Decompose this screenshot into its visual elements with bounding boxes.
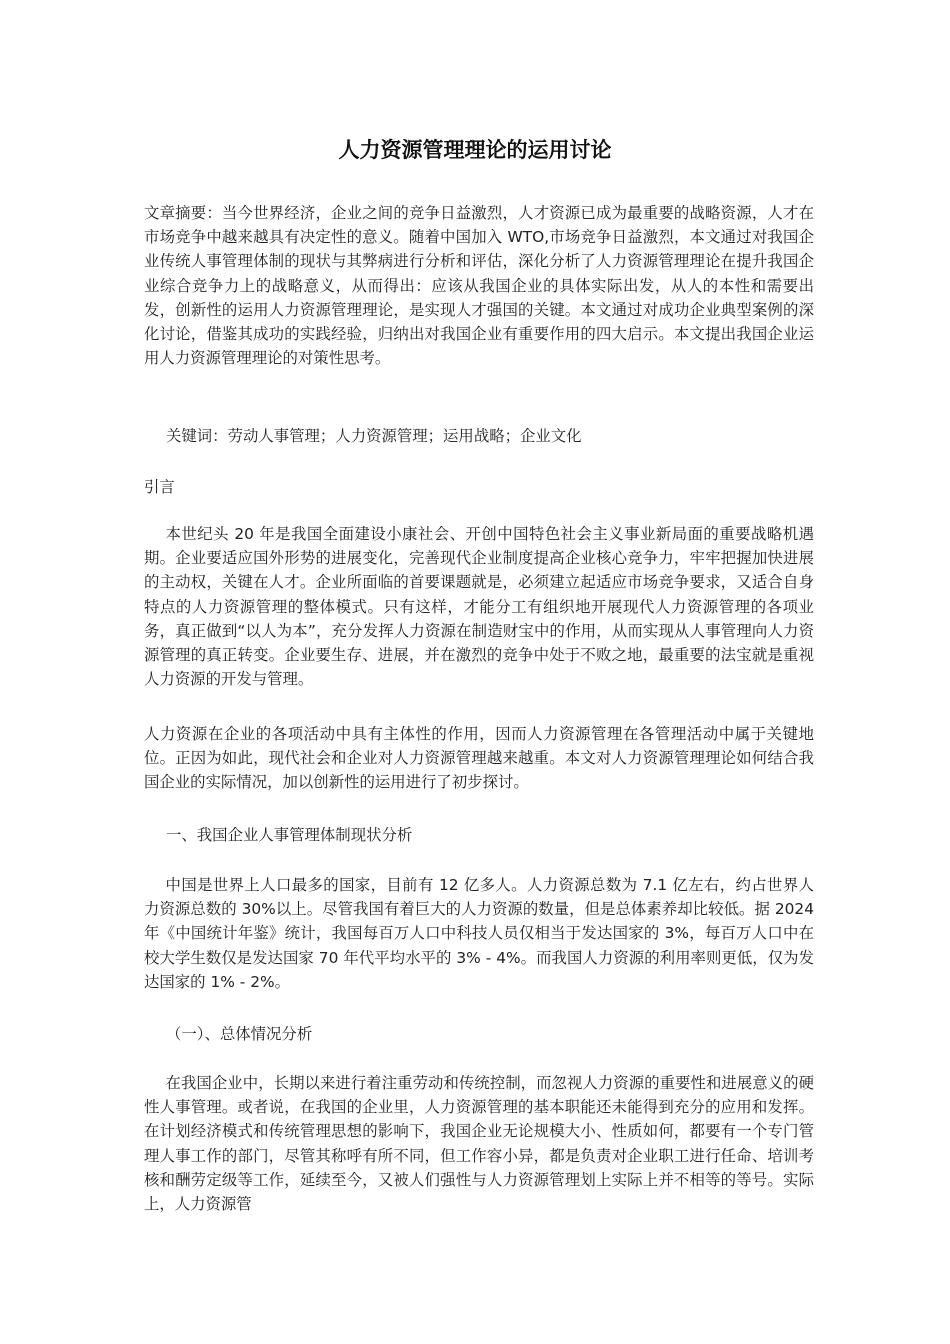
section-1-heading: 一、我国企业人事管理体制现状分析 [166, 826, 413, 844]
document-title: 人力资源管理理论的运用讨论 [338, 138, 612, 162]
abstract-paragraph: 文章摘要：当今世界经济，企业之间的竞争日益激烈，人才资源已成为最重要的战略资源，人才在市场竞争中越来越具有决定性的意义。随着中国加入 WTO,市场竞争日益激烈，本文通过对我国企业传统人事管理体制的现状与其弊病进行分析和评估，深化分析了人力资源管理理论在提升我国企业综合竞争力上的战略意义，从而得出：应该从我国企业的具体实际出发，从人的本性和需要出发，创新性的运用人力资源管理理论，是实现人才强国的关键。本文通过对成功企业典型案例的深化讨论，借鉴其成功的实践经验，归纳出对我国企业有重要作用的四大启示。本文提出我国企业运用人力资源管理理论的对策性思考。 [144, 204, 814, 368]
intro-paragraph-2: 人力资源在企业的各项活动中具有主体性的作用，因而人力资源管理在各管理活动中属于关键地位。正因为如此，现代社会和企业对人力资源管理越来越重。本文对人力资源管理理论如何结合我国企业的实际情况，加以创新性的运用进行了初步探讨。 [144, 725, 814, 792]
subsection-1-heading: （一）、总体情况分析 [166, 1025, 313, 1043]
keywords-line: 关键词：劳动人事管理；人力资源管理；运用战略；企业文化 [166, 427, 582, 445]
intro-paragraph-1: 本世纪头 20 年是我国全面建设小康社会、开创中国特色社会主义事业新局面的重要战略机遇期。企业要适应国外形势的进展变化，完善现代企业制度提高企业核心竞争力，牢牢把握加快进展的主动权，关键在人才。企业所面临的首要课题就是，必须建立起适应市场竞争要求，又适合自身特点的人力资源管理的整体模式。只有这样，才能分工有组织地开展现代人力资源管理的各项业务，真正做到“以人为本”，充分发挥人力资源在制造财宝中的作用，从而实现从人事管理向人力资源管理的真正转变。企业要生存、进展，并在激烈的竞争中处于不败之地，最重要的法宝就是重视人力资源的开发与管理。 [144, 525, 814, 689]
intro-heading: 引言 [144, 478, 175, 496]
subsection-1-paragraph: 在我国企业中，长期以来进行着注重劳动和传统控制，而忽视人力资源的重要性和进展意义的硬性人事管理。或者说，在我国的企业里，人力资源管理的基本职能还未能得到充分的应用和发挥。在计划经济模式和传统管理思想的影响下，我国企业无论规模大小、性质如何，都要有一个专门管理人事工作的部门，尽管其称呼有所不同，但工作容小异，都是负责对企业职工进行任命、培训考核和酬劳定级等工作，延续至今，又被人们强性与人力资源管理划上实际上并不相等的等号。实际上，人力资源管 [144, 1074, 814, 1214]
section-1-paragraph: 中国是世界上人口最多的国家，目前有 12 亿多人。人力资源总数为 7.1 亿左右，约占世界人力资源总数的 30%以上。尽管我国有着巨大的人力资源的数量，但是总体素养却比较低。据 2024 年《中国统计年鉴》统计，我国每百万人口中科技人员仅相当于发达国家的 3%，每百万人口中在校大学生数仅是发达国家 70 年代平均水平的 3% - 4%。而我国人力资源的利用率则更低，仅为发达国家的 1% - 2%。 [144, 876, 814, 991]
